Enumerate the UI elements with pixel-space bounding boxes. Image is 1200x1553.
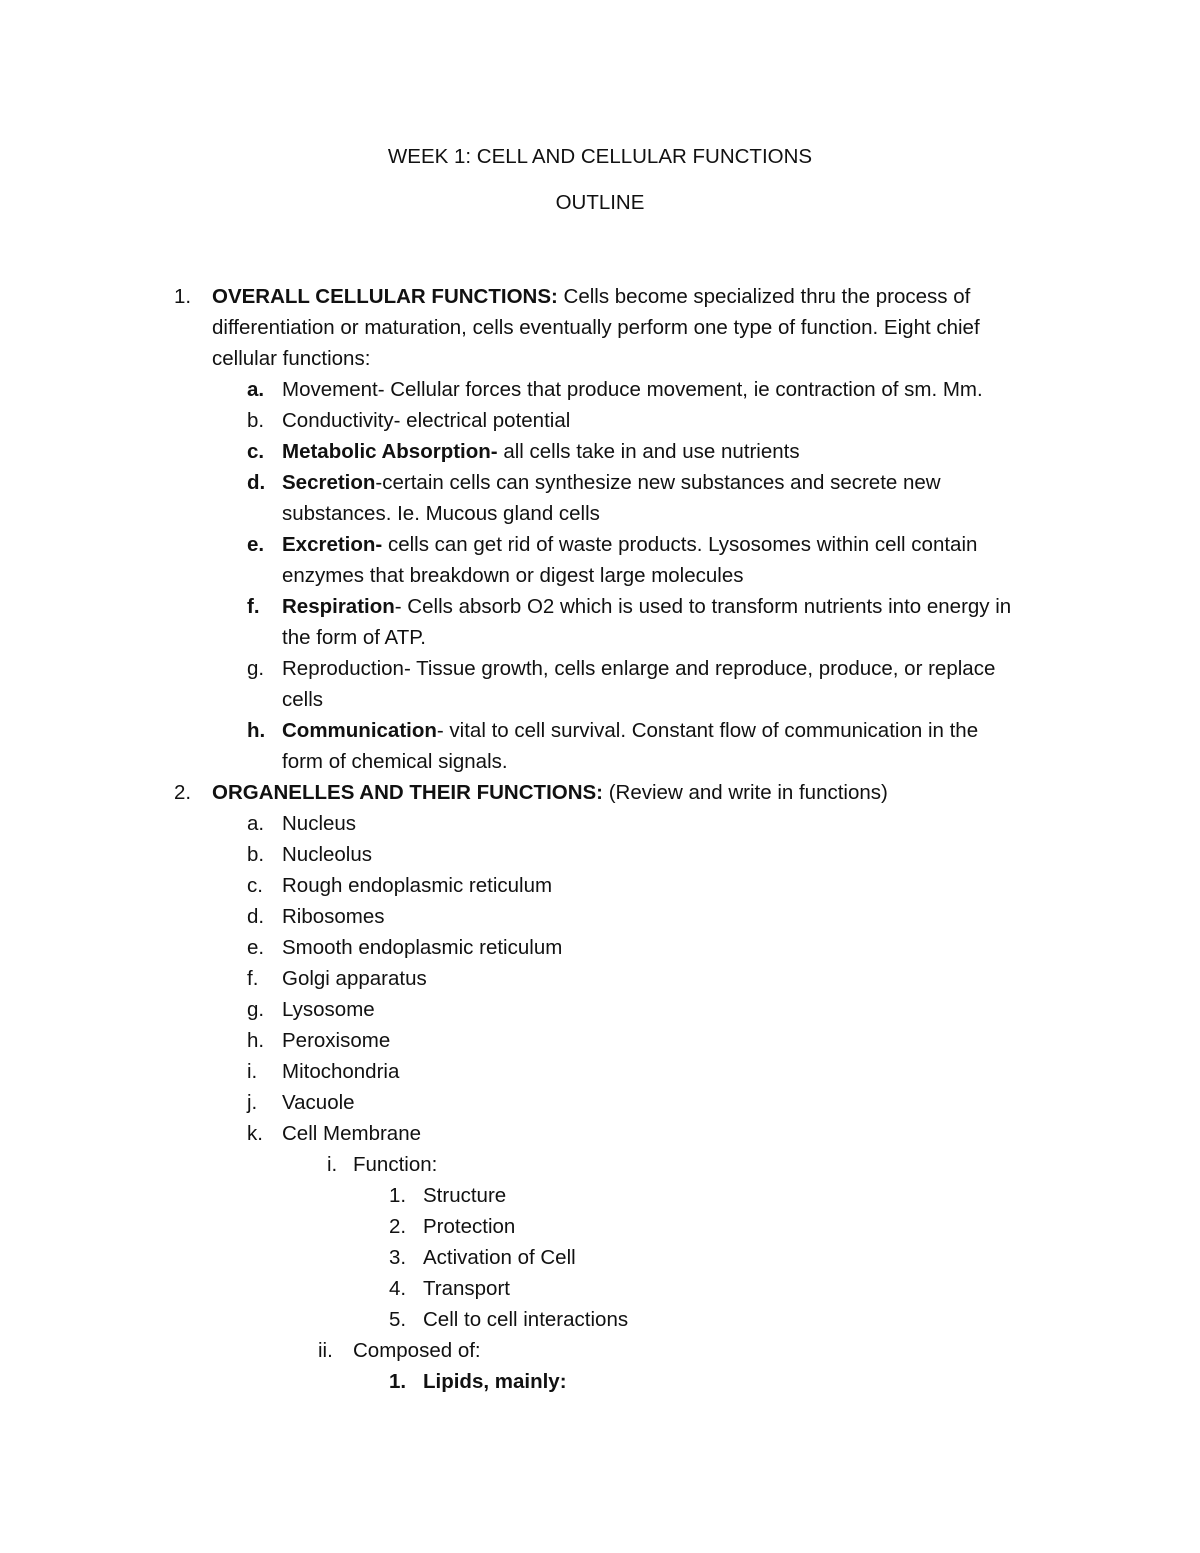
section-number: 2.: [174, 781, 192, 804]
list-item: [282, 529, 977, 560]
organelle-item: Vacuole: [282, 1091, 355, 1114]
list-marker: h.: [247, 719, 266, 742]
membrane-composed-item: Lipids, mainly:: [423, 1370, 567, 1393]
item-term: Secretion: [282, 471, 376, 494]
item-text: - vital to cell survival. Constant flow of communication in the: [436, 719, 979, 742]
list-item: [282, 405, 570, 436]
list-marker: f.: [247, 967, 259, 990]
list-item: [282, 653, 995, 684]
list-marker: c.: [247, 440, 265, 463]
organelle-item: Mitochondria: [282, 1060, 400, 1083]
item-text: all cells take in and use nutrients: [497, 440, 800, 463]
membrane-function-item: Transport: [423, 1277, 510, 1300]
membrane-function-label: Function:: [353, 1153, 438, 1176]
organelle-item: Ribosomes: [282, 905, 385, 928]
membrane-composed-label: Composed of:: [353, 1339, 481, 1362]
list-marker: c.: [247, 874, 263, 897]
item-term: Metabolic Absorption-: [282, 440, 498, 463]
list-marker: e.: [247, 936, 265, 959]
organelle-item: Nucleolus: [282, 843, 373, 866]
list-marker: b.: [247, 843, 265, 866]
list-marker: e.: [247, 533, 265, 556]
section-intro-line: cellular functions:: [212, 347, 371, 370]
item-text: Movement- Cellular forces that produce movement, ie contraction of sm. Mm.: [282, 378, 983, 401]
section-intro-line: [212, 281, 970, 312]
list-marker: d.: [247, 905, 265, 928]
organelle-item: Cell Membrane: [282, 1122, 421, 1145]
organelle-item: Peroxisome: [282, 1029, 391, 1052]
document-subtitle: OUTLINE: [555, 191, 645, 214]
list-item: [282, 467, 941, 498]
section-intro-text: Cells become specialized thru the process of: [557, 285, 971, 308]
function-marker: 4.: [389, 1277, 407, 1300]
item-term: Communication: [282, 719, 437, 742]
function-marker: 1.: [389, 1184, 407, 1207]
membrane-function-item: Structure: [423, 1184, 507, 1207]
organelle-item: Lysosome: [282, 998, 375, 1021]
list-marker: k.: [247, 1122, 263, 1145]
membrane-function-item: Activation of Cell: [423, 1246, 576, 1269]
sublist-marker: i.: [327, 1153, 338, 1176]
section-heading: ORGANELLES AND THEIR FUNCTIONS:: [212, 781, 604, 804]
item-continuation: cells: [282, 688, 324, 711]
item-text: Reproduction- Tissue growth, cells enlarge and reproduce, produce, or replace: [282, 657, 996, 680]
list-item: [282, 374, 983, 405]
section-intro-line: differentiation or maturation, cells eventually perform one type of function. Eight chief: [212, 316, 980, 339]
item-term: Excretion-: [282, 533, 383, 556]
list-marker: i.: [247, 1060, 258, 1083]
list-marker: d.: [247, 471, 266, 494]
list-marker: b.: [247, 409, 265, 432]
list-item: [282, 591, 1011, 622]
section-number: 1.: [174, 285, 192, 308]
organelle-item: Rough endoplasmic reticulum: [282, 874, 553, 897]
organelle-item: Nucleus: [282, 812, 357, 835]
list-marker: g.: [247, 657, 265, 680]
list-marker: f.: [247, 595, 260, 618]
item-text: - Cells absorb O2 which is used to transform nutrients into energy in: [394, 595, 1012, 618]
membrane-function-item: Cell to cell interactions: [423, 1308, 629, 1331]
section-heading: OVERALL CELLULAR FUNCTIONS:: [212, 285, 558, 308]
section-heading-line: [212, 777, 888, 808]
organelle-item: Smooth endoplasmic reticulum: [282, 936, 563, 959]
list-marker: a.: [247, 378, 265, 401]
item-continuation: enzymes that breakdown or digest large molecules: [282, 564, 744, 587]
composed-marker: 1.: [389, 1370, 407, 1393]
organelle-item: Golgi apparatus: [282, 967, 427, 990]
item-term: Respiration: [282, 595, 395, 618]
list-marker: g.: [247, 998, 265, 1021]
document-title: WEEK 1: CELL AND CELLULAR FUNCTIONS: [387, 145, 813, 168]
item-text: -certain cells can synthesize new substances and secrete new: [375, 471, 941, 494]
section-note: (Review and write in functions): [603, 781, 888, 804]
sublist-marker: ii.: [318, 1339, 333, 1362]
function-marker: 3.: [389, 1246, 407, 1269]
item-text: Conductivity- electrical potential: [282, 409, 571, 432]
membrane-function-item: Protection: [423, 1215, 516, 1238]
item-continuation: substances. Ie. Mucous gland cells: [282, 502, 600, 525]
list-marker: a.: [247, 812, 265, 835]
list-marker: j.: [247, 1091, 258, 1114]
list-item: [282, 715, 978, 746]
item-text: cells can get rid of waste products. Lysosomes within cell contain: [382, 533, 978, 556]
item-continuation: the form of ATP.: [282, 626, 426, 649]
list-marker: h.: [247, 1029, 265, 1052]
item-continuation: form of chemical signals.: [282, 750, 508, 773]
function-marker: 2.: [389, 1215, 407, 1238]
function-marker: 5.: [389, 1308, 407, 1331]
list-item: [282, 436, 800, 467]
